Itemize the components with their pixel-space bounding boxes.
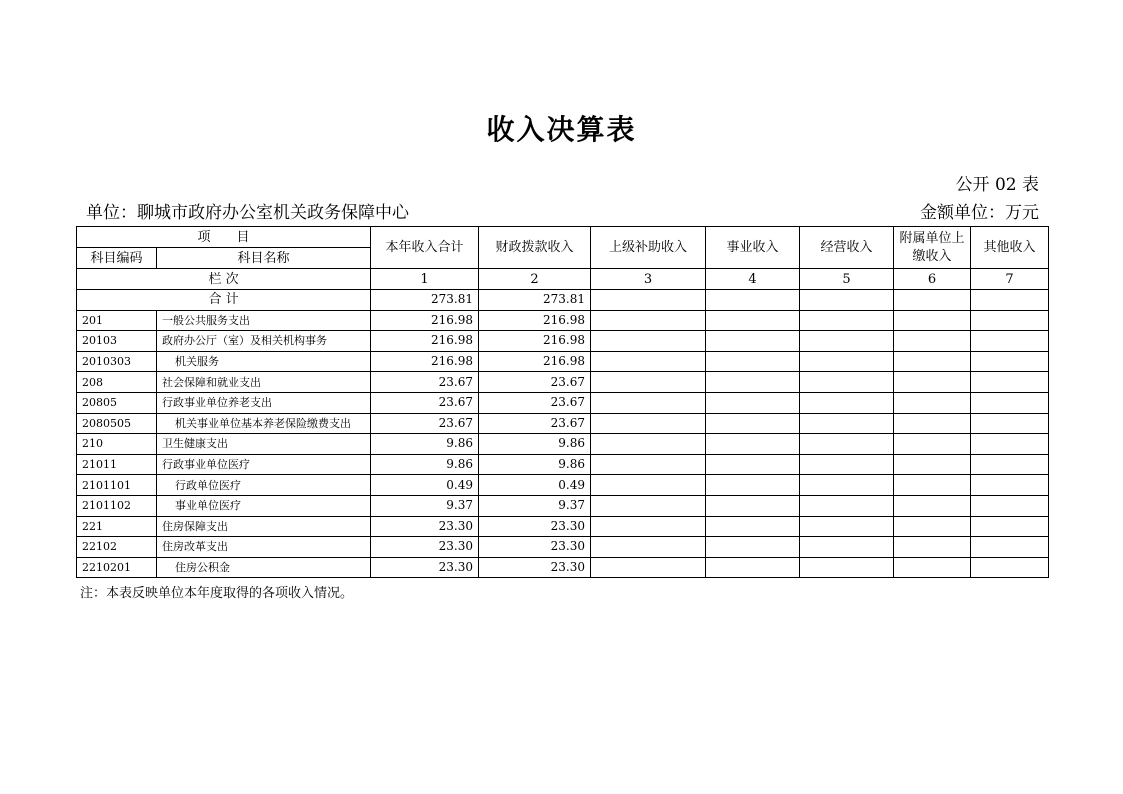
fiscal-income: 9.86 (479, 454, 591, 475)
header-col-6: 附属单位上缴收入 (894, 227, 971, 269)
column-number: 7 (971, 269, 1049, 290)
amount-unit-label: 金额单位：万元 (920, 203, 1039, 223)
subject-name: 政府办公厅（室）及相关机构事务 (157, 331, 371, 352)
income-total: 216.98 (371, 351, 479, 372)
income-total: 23.30 (371, 537, 479, 558)
table-row (77, 392, 1049, 413)
header-col-4: 事业收入 (706, 227, 800, 269)
column-number: 4 (706, 269, 800, 290)
income-table (76, 226, 1049, 578)
fiscal-income: 9.37 (479, 495, 591, 516)
income-total: 23.67 (371, 372, 479, 393)
table-row (77, 351, 1049, 372)
fiscal-income: 216.98 (479, 310, 591, 331)
table-row (77, 310, 1049, 331)
subject-name: 社会保障和就业支出 (157, 372, 371, 393)
fiscal-income: 216.98 (479, 351, 591, 372)
subject-code: 20103 (77, 331, 157, 352)
fiscal-income: 216.98 (479, 331, 591, 352)
subject-code: 221 (77, 516, 157, 537)
income-total: 23.67 (371, 392, 479, 413)
table-row (77, 495, 1049, 516)
income-total: 23.30 (371, 557, 479, 578)
subject-code: 2210201 (77, 557, 157, 578)
column-index-label: 栏 次 (77, 269, 371, 290)
subject-name: 行政单位医疗 (157, 475, 371, 496)
income-total: 216.98 (371, 331, 479, 352)
table-row (77, 516, 1049, 537)
header-col-2: 财政拨款收入 (479, 227, 591, 269)
total-fiscal: 273.81 (479, 290, 591, 311)
subject-name: 住房公积金 (157, 557, 371, 578)
header-item: 项 目 (77, 227, 371, 248)
fiscal-income: 0.49 (479, 475, 591, 496)
table-row (77, 434, 1049, 455)
income-total: 23.30 (371, 516, 479, 537)
column-number: 5 (800, 269, 894, 290)
subject-code: 2080505 (77, 413, 157, 434)
income-total: 216.98 (371, 310, 479, 331)
header-row-1 (77, 227, 1049, 248)
subject-name: 住房保障支出 (157, 516, 371, 537)
subject-code: 20805 (77, 392, 157, 413)
subject-code: 210 (77, 434, 157, 455)
page-title: 收入决算表 (486, 113, 637, 146)
income-total: 23.67 (371, 413, 479, 434)
header-col-7: 其他收入 (971, 227, 1049, 269)
subject-name: 行政事业单位养老支出 (157, 392, 371, 413)
subject-name: 一般公共服务支出 (157, 310, 371, 331)
header-name: 科目名称 (157, 248, 371, 269)
subject-code: 2101102 (77, 495, 157, 516)
fiscal-income: 23.30 (479, 516, 591, 537)
subject-name: 事业单位医疗 (157, 495, 371, 516)
subject-code: 2010303 (77, 351, 157, 372)
table-row (77, 454, 1049, 475)
column-number: 2 (479, 269, 591, 290)
total-income: 273.81 (371, 290, 479, 311)
income-total: 9.86 (371, 434, 479, 455)
table-row (77, 475, 1049, 496)
subject-code: 21011 (77, 454, 157, 475)
subject-name: 住房改革支出 (157, 537, 371, 558)
income-total: 0.49 (371, 475, 479, 496)
subject-code: 201 (77, 310, 157, 331)
fiscal-income: 23.30 (479, 557, 591, 578)
fiscal-income: 23.67 (479, 413, 591, 434)
total-label: 合 计 (77, 290, 371, 311)
table-row (77, 557, 1049, 578)
fiscal-income: 23.67 (479, 392, 591, 413)
column-number: 3 (591, 269, 706, 290)
total-row (77, 290, 1049, 311)
header-col-5: 经营收入 (800, 227, 894, 269)
fiscal-income: 9.86 (479, 434, 591, 455)
column-number: 6 (894, 269, 971, 290)
header-col-3: 上级补助收入 (591, 227, 706, 269)
fiscal-income: 23.67 (479, 372, 591, 393)
subject-name: 机关服务 (157, 351, 371, 372)
subject-code: 2101101 (77, 475, 157, 496)
header-code: 科目编码 (77, 248, 157, 269)
header-col-1: 本年收入合计 (371, 227, 479, 269)
form-number: 公开 02 表 (955, 175, 1039, 195)
subject-code: 208 (77, 372, 157, 393)
column-index-row (77, 269, 1049, 290)
table-row (77, 413, 1049, 434)
column-number: 1 (371, 269, 479, 290)
unit-label: 单位：聊城市政府办公室机关政务保障中心 (86, 203, 409, 223)
table-row (77, 331, 1049, 352)
table-row (77, 537, 1049, 558)
table-row (77, 372, 1049, 393)
income-total: 9.37 (371, 495, 479, 516)
fiscal-income: 23.30 (479, 537, 591, 558)
subject-name: 机关事业单位基本养老保险缴费支出 (157, 413, 371, 434)
subject-name: 卫生健康支出 (157, 434, 371, 455)
income-total: 9.86 (371, 454, 479, 475)
subject-name: 行政事业单位医疗 (157, 454, 371, 475)
subject-code: 22102 (77, 537, 157, 558)
table-note: 注：本表反映单位本年度取得的各项收入情况。 (80, 586, 354, 601)
